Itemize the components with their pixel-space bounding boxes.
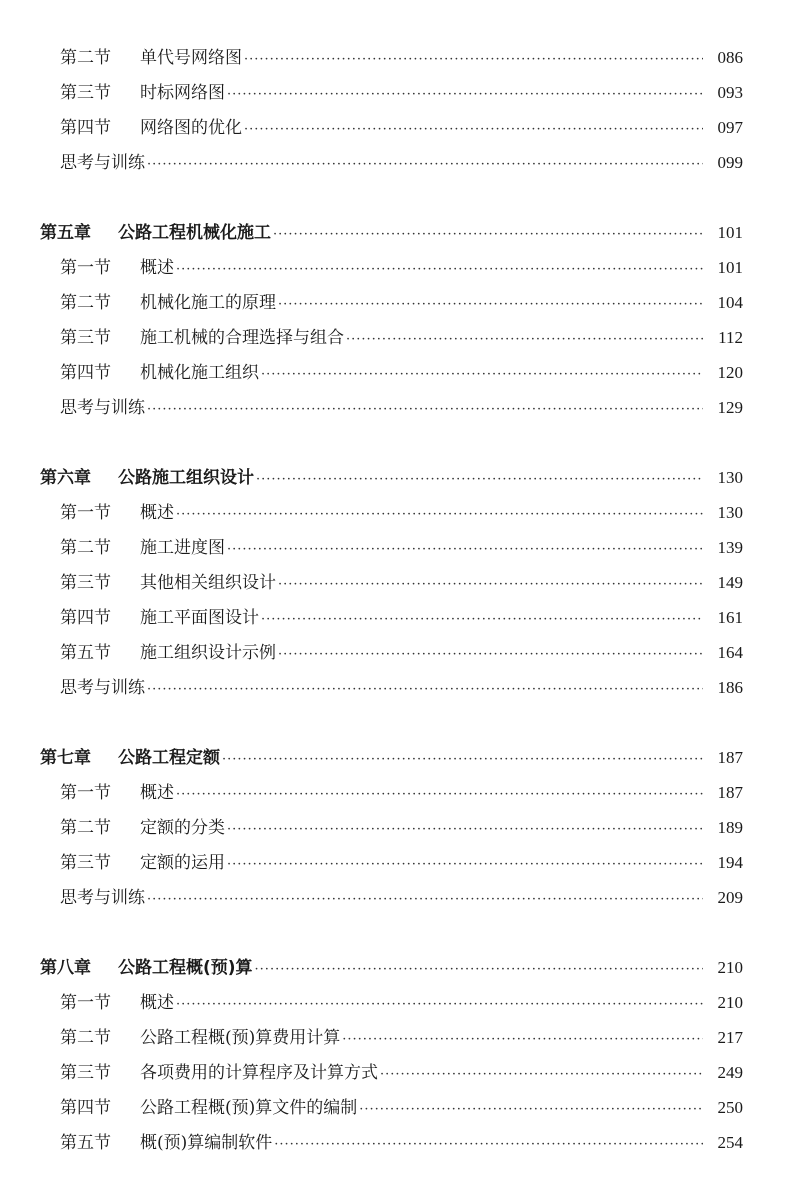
dot-leader [147,883,703,913]
toc-section-entry [60,358,743,388]
section-title: 概述 [140,993,174,1013]
chapter-title: 公路施工组织设计 [118,468,254,488]
section-title: 思考与训练 [60,398,145,418]
section-title: 公路工程概(预)算文件的编制 [140,1098,358,1118]
toc-section-entry [60,988,743,1018]
page-number: 187 [717,748,743,767]
dot-leader [380,1058,703,1088]
section-number: 第三节 [60,83,111,103]
section-number: 第二节 [60,818,111,838]
chapter-title: 公路工程概(预)算 [118,958,253,978]
page-number: 104 [717,293,743,312]
section-title: 概述 [140,783,174,803]
section-title: 定额的运用 [140,853,225,873]
dot-leader [227,78,703,108]
section-title: 思考与训练 [60,153,145,173]
dot-leader [359,1093,703,1123]
toc-section-entry [60,1058,743,1088]
section-title: 概述 [140,503,174,523]
dot-leader [256,463,703,493]
dot-leader [176,498,703,528]
page-number: 209 [717,888,743,907]
toc-section-entry [60,393,743,423]
page-number: 101 [717,258,743,277]
section-title: 施工机械的合理选择与组合 [140,328,344,348]
section-number: 第二节 [60,293,111,313]
page-number: 210 [717,993,743,1012]
toc-section-entry [60,323,743,353]
toc-section-entry [60,638,743,668]
toc-section-entry [60,603,743,633]
dot-leader [261,603,703,633]
page-number: 101 [717,223,743,242]
section-number: 第三节 [60,328,111,348]
page-number: 086 [717,48,743,67]
section-number: 第五节 [60,1133,111,1153]
page-number: 164 [717,643,743,662]
toc-section-entry [60,533,743,563]
dot-leader [342,1023,703,1053]
chapter-title: 公路工程定额 [118,748,220,768]
page-number: 129 [717,398,743,417]
section-title: 各项费用的计算程序及计算方式 [140,1063,378,1083]
dot-leader [244,113,703,143]
section-number: 第二节 [60,538,111,558]
page-number: 120 [717,363,743,382]
section-title: 网络图的优化 [140,118,242,138]
toc-section-entry [60,883,743,913]
page-number: 097 [717,118,743,137]
section-number: 第三节 [60,853,111,873]
dot-leader [147,673,703,703]
toc-section-entry [60,1023,743,1053]
section-number: 第一节 [60,258,111,278]
toc-chapter-entry [40,463,743,493]
section-title: 施工进度图 [140,538,225,558]
toc-section-entry [60,253,743,283]
section-title: 其他相关组织设计 [140,573,276,593]
dot-leader [222,743,703,773]
page-number: 149 [717,573,743,592]
page-number: 217 [717,1028,743,1047]
page-number: 093 [717,83,743,102]
dot-leader [273,218,703,248]
section-title: 施工平面图设计 [140,608,259,628]
section-title: 机械化施工组织 [140,363,259,383]
dot-leader [278,638,703,668]
chapter-number: 第六章 [40,468,91,488]
section-title: 时标网络图 [140,83,225,103]
section-number: 第四节 [60,1098,111,1118]
dot-leader [147,393,703,423]
dot-leader [278,568,703,598]
section-number: 第三节 [60,573,111,593]
dot-leader [346,323,703,353]
section-number: 第一节 [60,993,111,1013]
dot-leader [278,288,703,318]
section-number: 第四节 [60,363,111,383]
dot-leader [176,988,703,1018]
toc-section-entry [60,78,743,108]
dot-leader [261,358,703,388]
section-title: 概(预)算编制软件 [140,1133,273,1153]
dot-leader [244,43,703,73]
toc-chapter-entry [40,953,743,983]
toc-section-entry [60,113,743,143]
section-number: 第一节 [60,783,111,803]
section-title: 思考与训练 [60,678,145,698]
toc-section-entry [60,1128,743,1158]
page-number: 112 [718,328,743,347]
toc-section-entry [60,848,743,878]
section-number: 第四节 [60,118,111,138]
page-number: 130 [717,503,743,522]
page-number: 130 [717,468,743,487]
toc-section-entry [60,288,743,318]
section-title: 施工组织设计示例 [140,643,276,663]
dot-leader [227,533,703,563]
page-number: 161 [717,608,743,627]
page-number: 254 [717,1133,743,1152]
page-number: 210 [717,958,743,977]
page-number: 249 [717,1063,743,1082]
section-title: 定额的分类 [140,818,225,838]
toc-section-entry [60,778,743,808]
chapter-title: 公路工程机械化施工 [118,223,271,243]
section-title: 思考与训练 [60,888,145,908]
dot-leader [176,778,703,808]
section-number: 第三节 [60,1063,111,1083]
toc-section-entry [60,148,743,178]
toc-chapter-entry [40,218,743,248]
page-number: 194 [717,853,743,872]
toc-section-entry [60,43,743,73]
dot-leader [147,148,703,178]
page-number: 250 [717,1098,743,1117]
page-number: 187 [717,783,743,802]
page-number: 186 [717,678,743,697]
toc-section-entry [60,813,743,843]
section-number: 第二节 [60,1028,111,1048]
dot-leader [274,1128,703,1158]
section-title: 公路工程概(预)算费用计算 [140,1028,341,1048]
section-number: 第一节 [60,503,111,523]
chapter-number: 第五章 [40,223,91,243]
section-number: 第四节 [60,608,111,628]
page-number: 139 [717,538,743,557]
page-number: 189 [717,818,743,837]
chapter-number: 第八章 [40,958,91,978]
dot-leader [227,848,703,878]
section-number: 第二节 [60,48,111,68]
chapter-number: 第七章 [40,748,91,768]
dot-leader [255,953,703,983]
section-title: 机械化施工的原理 [140,293,276,313]
toc-section-entry [60,673,743,703]
page-number: 099 [717,153,743,172]
section-title: 概述 [140,258,174,278]
toc-section-entry [60,1093,743,1123]
toc-section-entry [60,568,743,598]
toc-chapter-entry [40,743,743,773]
dot-leader [227,813,703,843]
dot-leader [176,253,703,283]
section-title: 单代号网络图 [140,48,242,68]
section-number: 第五节 [60,643,111,663]
toc-section-entry [60,498,743,528]
